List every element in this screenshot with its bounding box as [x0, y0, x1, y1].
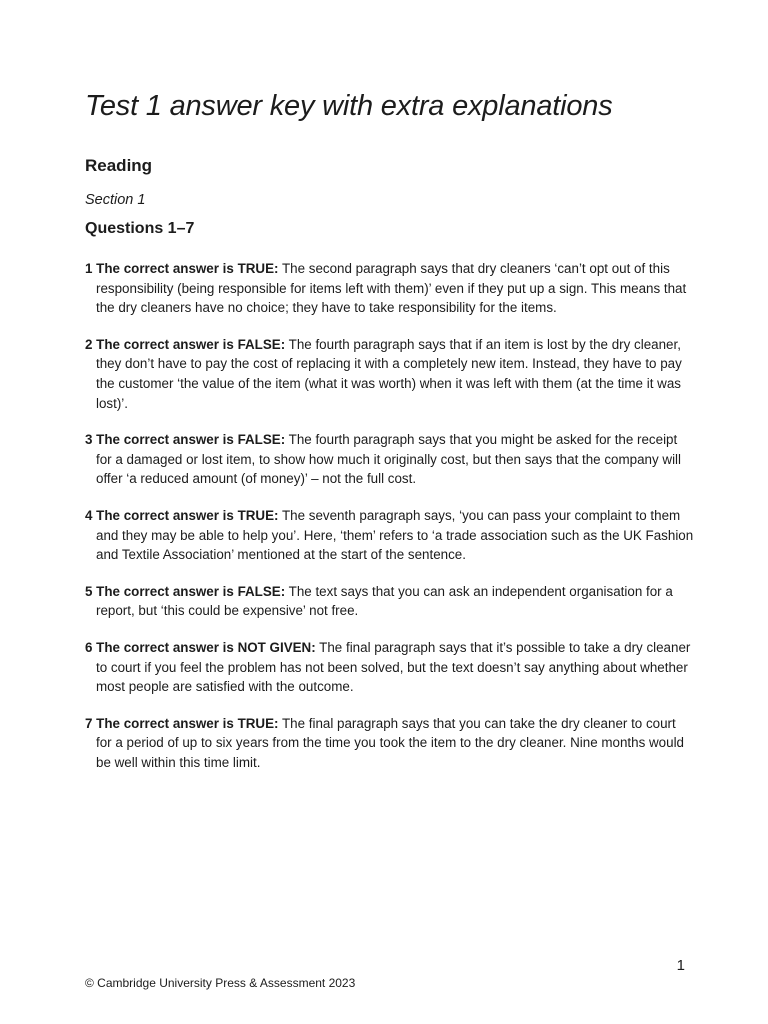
answer-explanation: The final paragraph says that you can take the dry cleaner to court for a period of up to six years from the time you took the item to the dry cleaner. Nine months would be well within this time limit. [96, 715, 684, 770]
answer-label: 5 The correct answer is FALSE: [85, 583, 286, 599]
answer-item-1 [85, 259, 695, 318]
answer-label: 6 The correct answer is NOT GIVEN: [85, 639, 316, 655]
answer-label: 2 The correct answer is FALSE: [85, 336, 286, 352]
page-number: 1 [676, 957, 685, 974]
section-label: Section 1 [85, 192, 146, 208]
answer-label: 1 The correct answer is TRUE: [85, 261, 279, 276]
answer-item-6 [85, 638, 695, 697]
answer-item-2 [85, 335, 695, 413]
copyright-footer: © Cambridge University Press & Assessment 2023 [85, 976, 356, 990]
answer-explanation: The text says that you can ask an independent organisation for a report, but ‘this could be expensive’ not free. [96, 583, 673, 619]
answer-item-5 [85, 582, 695, 621]
questions-heading: Questions 1–7 [85, 220, 195, 237]
answer-item-7 [85, 714, 695, 773]
answer-explanation: The seventh paragraph says, ‘you can pass your complaint to them and they may be able to help you’. Here, ‘them’ refers to ‘a trade association such as the UK Fashion and Textile Association’ mentioned at the start of the sentence. [96, 507, 694, 563]
answer-explanation: The fourth paragraph says that if an item is lost by the dry cleaner, they don’t have to pay the cost of replacing it with a completely new item. Instead, they have to pay the customer ‘the value of the item (what it was worth) when it was left with them (at the time it was lost)’. [96, 336, 682, 411]
answer-explanation: The fourth paragraph says that you might be asked for the receipt for a damaged or lost item, to show how much it originally cost, but then says that the company will offer ‘a reduced amount (of money)’ – not the full cost. [96, 432, 682, 487]
answer-explanation: The final paragraph says that it’s possible to take a dry cleaner to court if you feel the problem has not been solved, but the text doesn’t say anything about whether most people are satisfied with the outcome. [96, 639, 691, 695]
answer-explanation: The second paragraph says that dry cleaners ‘can’t opt out of this responsibility (being responsible for items left with them)’ even if they put up a sign. This means that the dry cleaners have no choice; they have to take responsibility for the items. [96, 261, 687, 316]
answer-list [85, 259, 695, 789]
answer-label: 7 The correct answer is TRUE: [85, 715, 279, 731]
reading-heading: Reading [85, 156, 153, 175]
answer-item-3 [85, 430, 695, 489]
answer-label: 3 The correct answer is FALSE: [85, 432, 286, 448]
page-title: Test 1 answer key with extra explanations [85, 90, 613, 122]
answer-label: 4 The correct answer is TRUE: [85, 507, 279, 523]
answer-item-4 [85, 506, 695, 565]
